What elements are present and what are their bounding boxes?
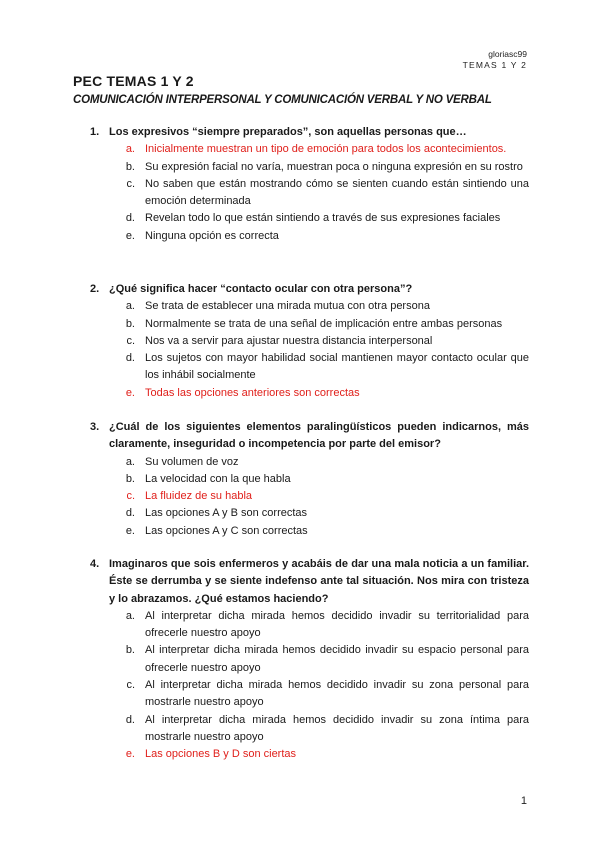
option-text: La velocidad con la que habla bbox=[145, 472, 291, 485]
question-heading bbox=[73, 419, 529, 454]
option-c bbox=[73, 488, 529, 505]
option-e bbox=[73, 228, 529, 245]
option-text: Inicialmente muestran un tipo de emoción para todos los acontecimientos. bbox=[145, 143, 507, 156]
question-2 bbox=[73, 281, 529, 402]
option-d bbox=[73, 350, 529, 385]
option-text: Las opciones A y B son correctas bbox=[145, 507, 308, 520]
option-letter: e. bbox=[125, 386, 135, 399]
option-letter: c. bbox=[126, 490, 135, 503]
option-letter: c. bbox=[126, 177, 135, 190]
option-e bbox=[73, 385, 529, 402]
option-d bbox=[73, 210, 529, 227]
option-text: Al interpretar dicha mirada hemos decidido invadir su espacio personal para ofrecerle nuestro apoyo bbox=[145, 644, 529, 674]
page-header bbox=[463, 49, 527, 71]
page-number: 1 bbox=[520, 795, 527, 807]
option-letter: e. bbox=[125, 524, 135, 537]
header-author: gloriasc99 bbox=[488, 49, 527, 59]
option-text: Al interpretar dicha mirada hemos decidido invadir su territorialidad para ofrecerle nuestro apoyo bbox=[145, 609, 529, 640]
answer-options bbox=[73, 608, 529, 764]
option-text: Las opciones B y D son ciertas bbox=[145, 748, 297, 761]
option-e bbox=[73, 523, 529, 540]
option-letter: a. bbox=[125, 143, 135, 156]
option-text: La fluidez de su habla bbox=[145, 490, 253, 503]
option-text: Todas las opciones anteriores son correctas bbox=[145, 386, 360, 399]
option-a bbox=[73, 298, 529, 315]
option-b bbox=[73, 159, 529, 176]
header-subject: TEMAS 1 Y 2 bbox=[462, 60, 527, 70]
option-text: Revelan todo lo que están sintiendo a través de sus expresiones faciales bbox=[145, 212, 501, 225]
option-a bbox=[73, 141, 529, 158]
option-a bbox=[73, 608, 529, 643]
option-text: Nos va a servir para ajustar nuestra distancia interpersonal bbox=[145, 334, 433, 347]
question-number: 2. bbox=[90, 283, 100, 295]
question-3 bbox=[73, 419, 529, 540]
question-text: Imaginaros que sois enfermeros y acabáis de dar una mala noticia a un familiar. Éste se derrumba y se siente indefenso ante tal situación. Nos mira con tristeza y lo abrazamos. ¿Qué estamos haciendo? bbox=[109, 558, 529, 605]
option-letter: d. bbox=[125, 713, 135, 726]
option-c bbox=[73, 333, 529, 350]
document-subtitle: COMUNICACIÓN INTERPERSONAL Y COMUNICACIÓN VERBAL Y NO VERBAL bbox=[73, 94, 492, 106]
option-text: Las opciones A y C son correctas bbox=[145, 524, 308, 537]
question-number: 1. bbox=[90, 126, 100, 138]
answer-options bbox=[73, 454, 529, 540]
option-a bbox=[73, 454, 529, 471]
option-letter: b. bbox=[125, 644, 135, 657]
option-letter: c. bbox=[126, 679, 135, 692]
option-letter: d. bbox=[125, 212, 135, 225]
option-text: Ninguna opción es correcta bbox=[145, 229, 279, 242]
option-text: Su expresión facial no varía, muestran poca o ninguna expresión en su rostro bbox=[145, 160, 523, 173]
option-letter: c. bbox=[126, 334, 135, 347]
option-text: No saben que están mostrando cómo se sienten cuando están sintiendo una emoción determinada bbox=[145, 177, 529, 208]
option-text: Su volumen de voz bbox=[145, 455, 239, 468]
question-number: 3. bbox=[90, 421, 100, 433]
option-letter: b. bbox=[125, 317, 135, 330]
option-text: Al interpretar dicha mirada hemos decidido invadir su zona personal para mostrarle nuestro apoyo bbox=[145, 679, 529, 709]
option-b bbox=[73, 642, 529, 677]
option-letter: d. bbox=[125, 507, 135, 520]
option-text: Los sujetos con mayor habilidad social mantienen mayor contacto ocular que los inhábil socialmente bbox=[145, 352, 529, 382]
question-text: ¿Cuál de los siguientes elementos paralingüísticos pueden indicarnos, más claramente, inseguridad o incompetencia por parte del emisor? bbox=[109, 421, 529, 451]
option-letter: e. bbox=[125, 748, 135, 761]
option-e bbox=[73, 746, 529, 763]
option-b bbox=[73, 316, 529, 333]
option-letter: b. bbox=[125, 160, 135, 173]
question-heading bbox=[73, 124, 529, 141]
option-c bbox=[73, 677, 529, 712]
option-letter: b. bbox=[125, 472, 135, 485]
option-text: Se trata de establecer una mirada mutua con otra persona bbox=[145, 300, 430, 313]
question-heading bbox=[73, 556, 529, 608]
question-heading bbox=[73, 281, 529, 298]
option-letter: a. bbox=[125, 300, 135, 313]
question-text: Los expresivos “siempre preparados”, son aquellas personas que… bbox=[109, 126, 467, 138]
document-title: PEC TEMAS 1 Y 2 bbox=[73, 73, 194, 89]
question-number: 4. bbox=[90, 558, 100, 570]
answer-options bbox=[73, 298, 529, 402]
question-1 bbox=[73, 124, 529, 245]
option-text: Normalmente se trata de una señal de implicación entre ambas personas bbox=[145, 317, 503, 330]
option-d bbox=[73, 712, 529, 747]
option-d bbox=[73, 505, 529, 522]
question-text: ¿Qué significa hacer “contacto ocular con otra persona”? bbox=[109, 283, 413, 295]
option-b bbox=[73, 471, 529, 488]
option-letter: d. bbox=[125, 352, 135, 365]
option-text: Al interpretar dicha mirada hemos decidido invadir su zona íntima para mostrarle nuestro apoyo bbox=[145, 713, 529, 743]
option-letter: a. bbox=[125, 455, 135, 468]
option-letter: a. bbox=[125, 609, 135, 622]
answer-options bbox=[73, 141, 529, 245]
option-letter: e. bbox=[125, 229, 135, 242]
option-c bbox=[73, 176, 529, 211]
question-4 bbox=[73, 556, 529, 764]
